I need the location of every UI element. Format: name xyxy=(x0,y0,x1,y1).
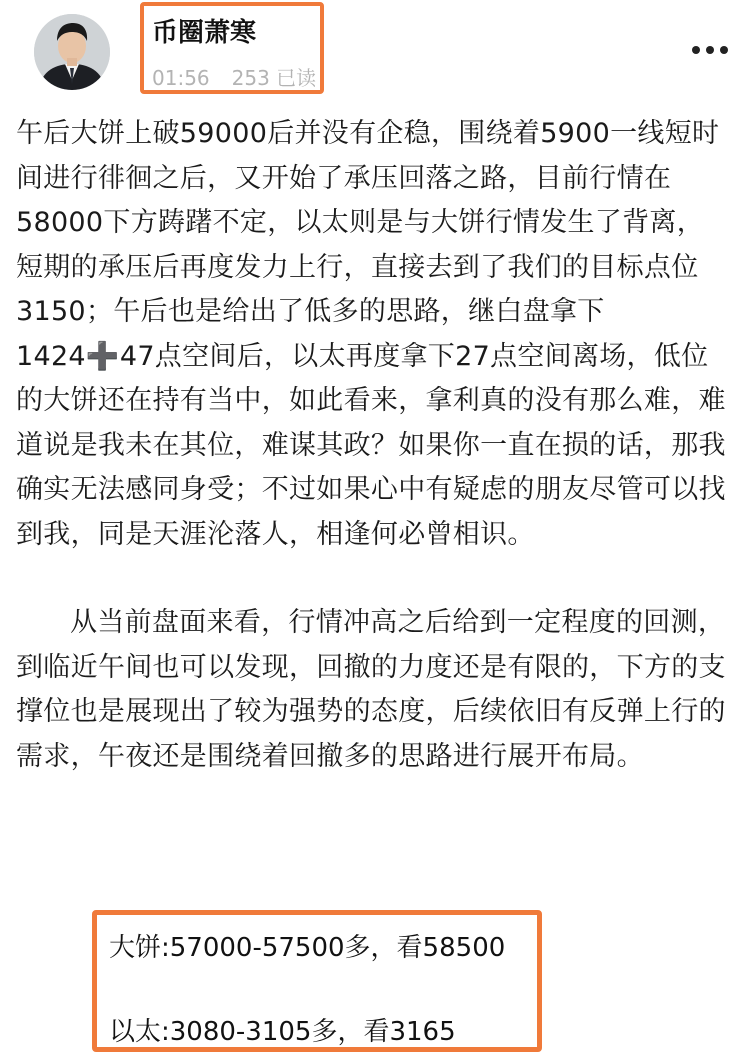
avatar[interactable] xyxy=(34,14,110,90)
eth-signal: 以太:3080-3105多，看3165 xyxy=(109,1017,456,1047)
post-meta xyxy=(152,62,316,91)
read-count: 253 已读 xyxy=(231,66,317,90)
paragraph-text-part1: 午后大饼上破59000后并没有企稳，围绕着5900一线短时间进行徘徊之后，又开始了承压回落之路，目前行情在58000下方踌躇不定，以太则是与大饼行情发生了背离，短期的承压后再度发力上行，直接去到了我们的目标点位3150；午后也是给出了低多的思路，继白盘拿下1424 xyxy=(16,118,720,372)
trade-signals-box xyxy=(92,910,542,1052)
paragraph-analysis: 从当前盘面来看，行情冲高之后给到一定程度的回测，到临近午间也可以发现，回撤的力度还是有限的，下方的支撑位也是展现出了较为强势的态度，后续依旧有反弹上行的需求，午夜还是围绕着回撤多的思路进行展开布局。 xyxy=(16,607,726,772)
btc-signal: 大饼:57000-57500多，看58500 xyxy=(109,933,506,963)
plus-icon: ➕ xyxy=(85,340,120,372)
author-photo xyxy=(34,14,110,90)
author-name[interactable]: 币圈萧寒 xyxy=(152,18,257,48)
article-body xyxy=(16,112,728,779)
more-options-icon[interactable] xyxy=(692,42,728,58)
author-highlight-box xyxy=(140,2,324,94)
post-header xyxy=(0,0,750,100)
paragraph-text-part2: 47点空间后，以太再度拿下27点空间离场，低位的大饼还在持有当中，如此看来，拿利真的没有那么难，难道说是我未在其位，难谋其政？如果你一直在损的话，那我确实无法感同身受；不过如果心中有疑虑的朋友尽管可以找到我，同是天涯沦落人，相逢何必曾相识。 xyxy=(16,340,726,550)
paragraph-market-update xyxy=(16,112,728,557)
post-time: 01:56 xyxy=(152,66,210,90)
